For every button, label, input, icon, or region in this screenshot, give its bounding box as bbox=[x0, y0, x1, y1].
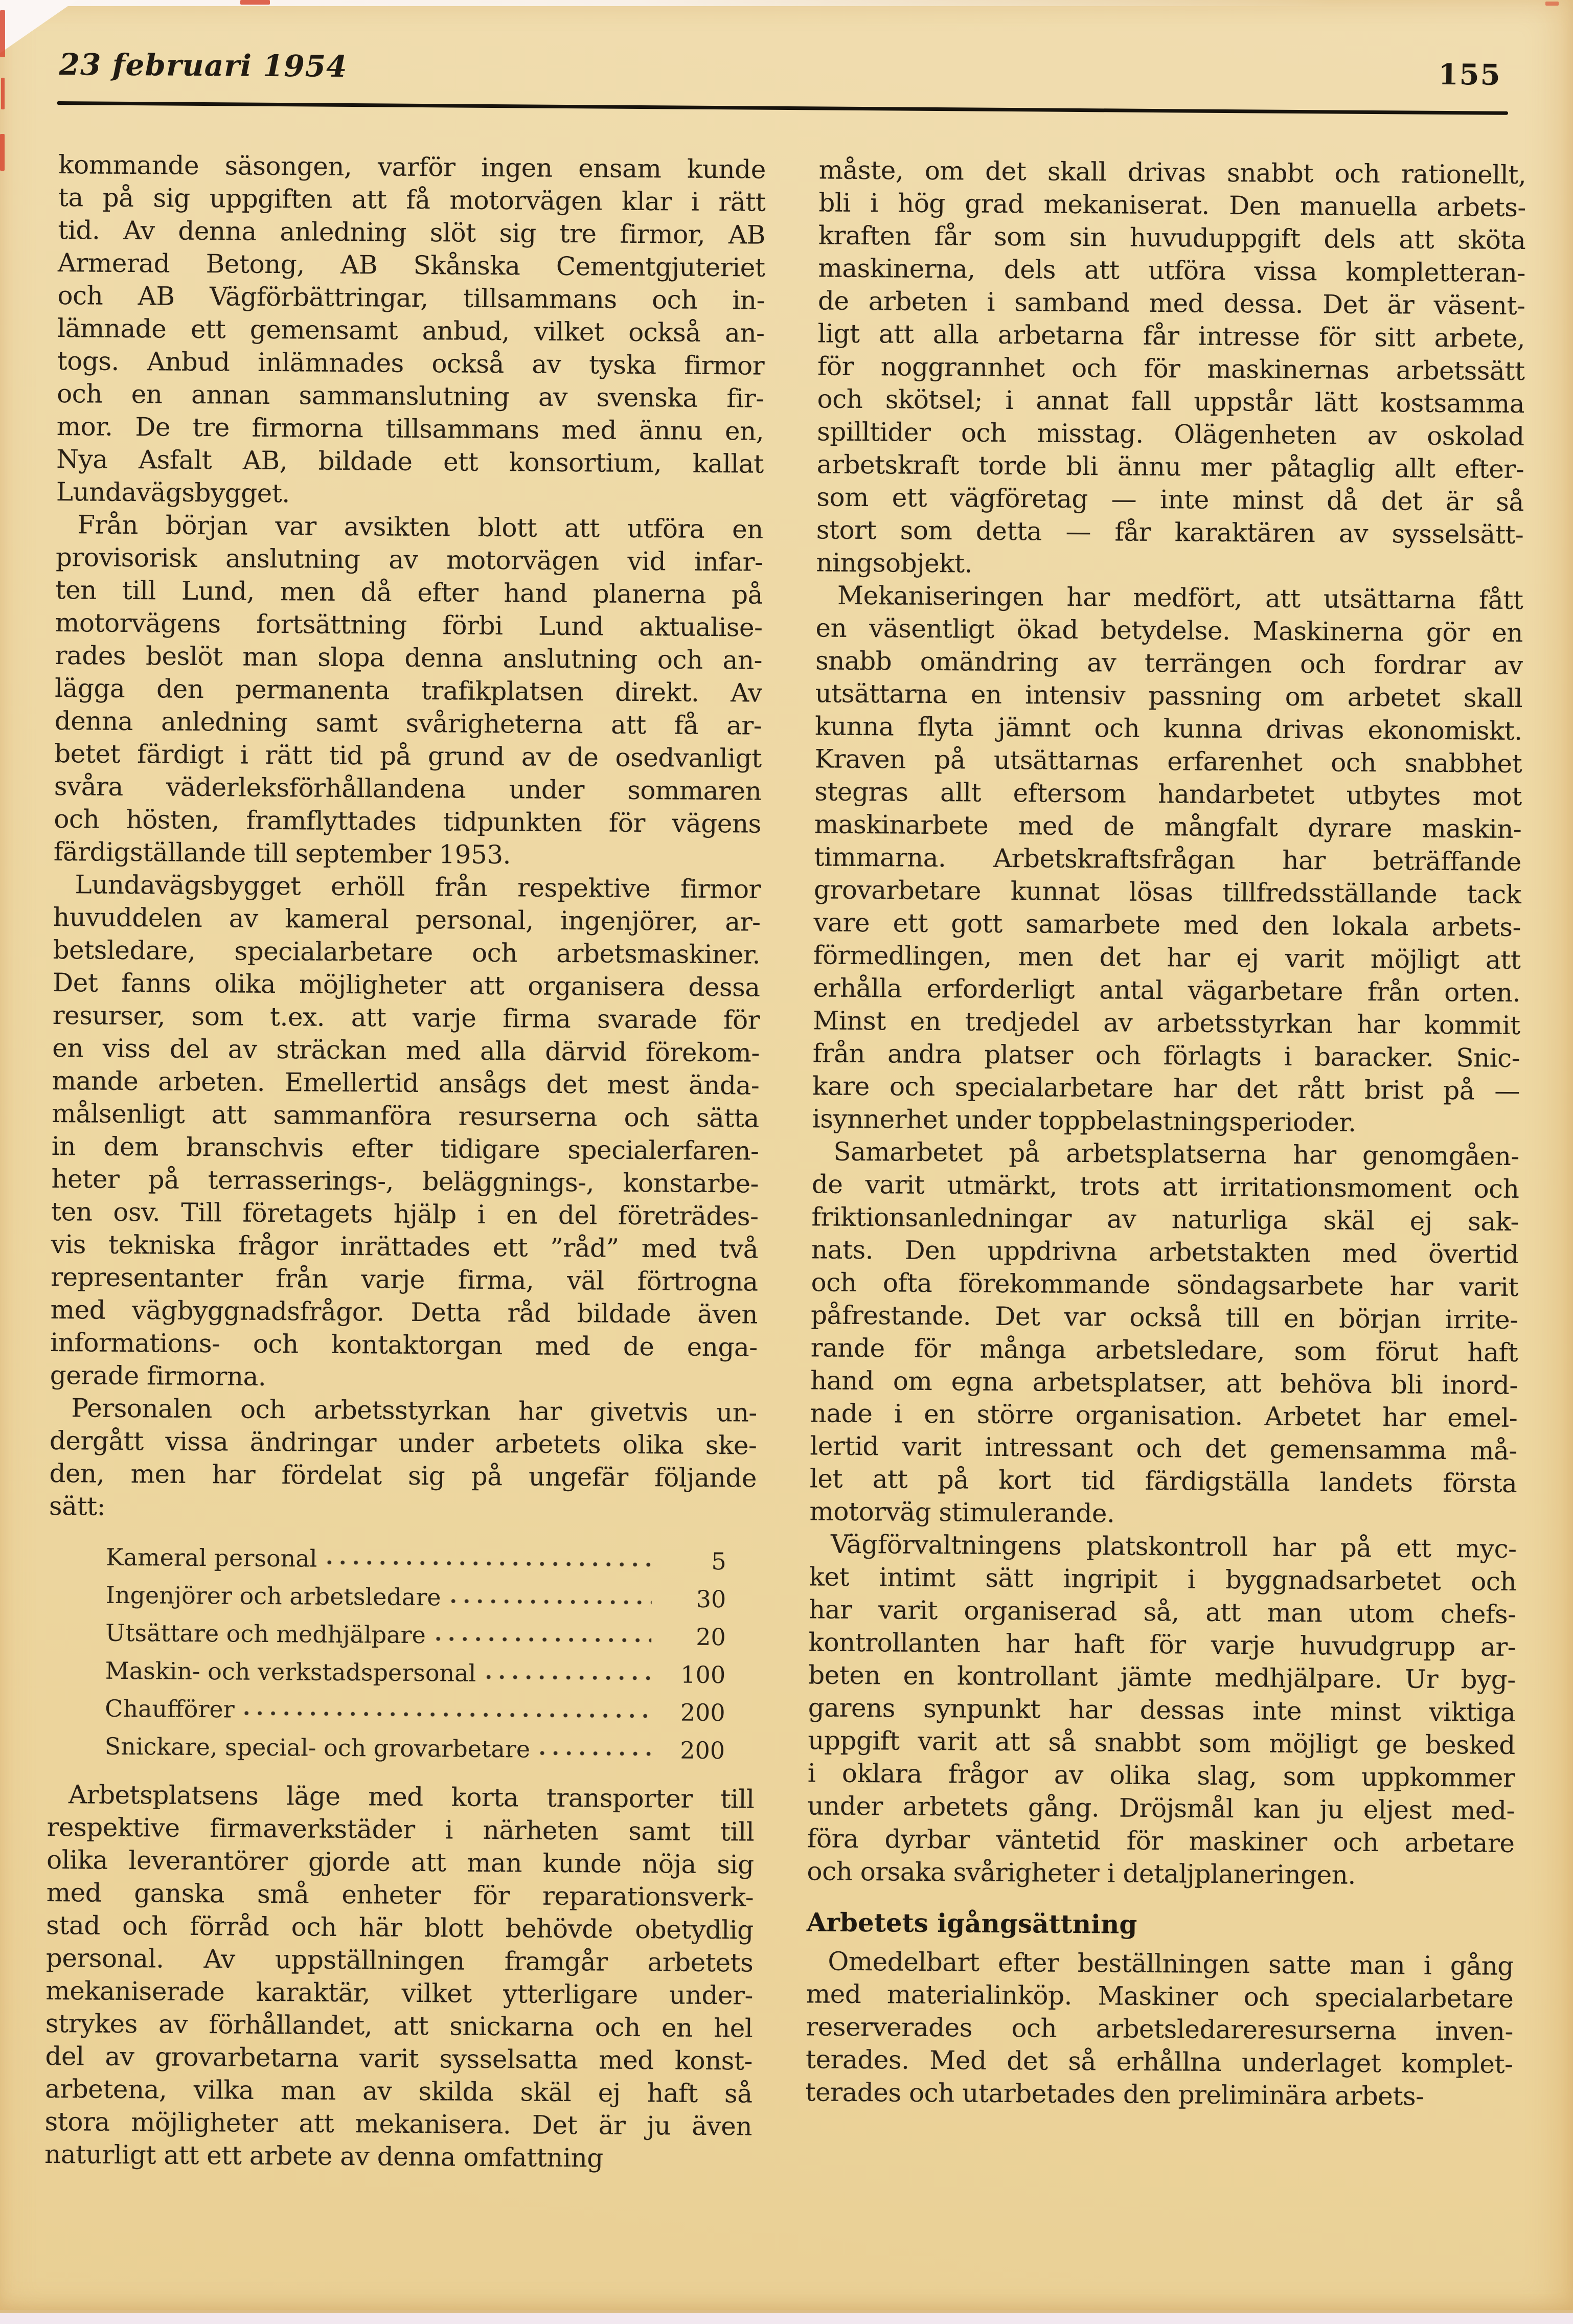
text-line: lertid varit intressant och det gemensamma må- bbox=[810, 1431, 1518, 1466]
running-head-date: 23 februari 1954 bbox=[59, 47, 348, 84]
paragraph bbox=[816, 153, 1526, 584]
personnel-table bbox=[104, 1538, 726, 1769]
text-line: den, men har fördelat sig på ungefär följande bbox=[49, 1458, 757, 1493]
text-line: för noggrannhet och för maskinernas arbetssätt bbox=[817, 351, 1525, 386]
row-label: Snickare, special- och grovarbetare bbox=[104, 1732, 531, 1763]
table-row bbox=[106, 1576, 726, 1618]
text-line: och en annan sammanslutning av svenska fir- bbox=[56, 379, 764, 414]
text-line: betet färdigt i rätt tid på grund av de osedvanligt bbox=[54, 739, 762, 773]
scan-artifact-red-mark bbox=[1545, 2, 1559, 6]
text-line: Omedelbart efter beställningen satte man i gång bbox=[828, 1946, 1514, 1981]
text-line: stegras allt eftersom handarbetet utbytes mot bbox=[814, 777, 1522, 812]
text-line: färdigställande till september 1953. bbox=[53, 837, 511, 870]
paragraph bbox=[807, 1528, 1516, 1893]
text-line: betsledare, specialarbetare och arbetsmaskiner. bbox=[53, 935, 761, 970]
table-row bbox=[105, 1614, 726, 1656]
row-label: Chaufförer bbox=[105, 1694, 235, 1723]
row-value: 20 bbox=[696, 1623, 726, 1651]
paragraph bbox=[49, 1392, 757, 1528]
text-line: heter på terrasserings-, beläggnings-, konstarbe- bbox=[51, 1164, 759, 1199]
text-line: erhålla erforderligt antal vägarbetare från orten. bbox=[813, 973, 1521, 1008]
text-line: stora möjligheter att mekanisera. Det är ju även bbox=[44, 2106, 753, 2141]
text-line: rande för många arbetsledare, som förut haft bbox=[810, 1333, 1518, 1368]
text-line: under arbetets gång. Dröjsmål kan ju eljest med- bbox=[807, 1791, 1515, 1826]
text-line: respektive firmaverkstäder i närheten samt till bbox=[47, 1812, 755, 1847]
left-column bbox=[44, 148, 766, 2176]
scan-artifact-red-mark bbox=[1, 78, 5, 109]
text-line: in dem branschvis efter tidigare specialerfaren- bbox=[51, 1131, 759, 1166]
text-line: stort som detta — får karaktären av sysselsätt- bbox=[816, 515, 1524, 550]
scan-artifact-red-mark bbox=[240, 0, 270, 5]
dot-leader bbox=[327, 1560, 651, 1566]
text-line: gerade firmorna. bbox=[50, 1360, 266, 1392]
text-line: spilltider och misstag. Olägenheten av oskolad bbox=[816, 417, 1524, 452]
row-label: Utsättare och medhjälpare bbox=[105, 1619, 426, 1649]
text-line: Lundavägsbygget. bbox=[56, 477, 290, 509]
text-line: maskinerna, dels att utföra vissa kompletteran- bbox=[818, 253, 1526, 288]
text-line: tid. Av denna anledning slöt sig tre firmor, AB bbox=[58, 215, 766, 250]
text-line: sätt: bbox=[49, 1491, 106, 1521]
text-line: målsenligt att sammanföra resurserna och sätta bbox=[52, 1098, 760, 1133]
row-value: 5 bbox=[711, 1547, 726, 1576]
dot-leader bbox=[540, 1750, 650, 1756]
text-line: olika leverantörer gjorde att man kunde nöja sig bbox=[46, 1844, 754, 1880]
text-line: Armerad Betong, AB Skånska Cementgjuteriet bbox=[57, 248, 765, 283]
right-column bbox=[805, 153, 1526, 2181]
text-line: ligt att alla arbetarna får intresse för sitt arbete, bbox=[817, 318, 1525, 354]
text-line: med materialinköp. Maskiner och specialarbetare bbox=[806, 1979, 1514, 2014]
text-line: och orsaka svårigheter i detaljplaneringen. bbox=[807, 1856, 1356, 1890]
text-line: Lundavägsbygget erhöll från respektive firmor bbox=[75, 870, 761, 904]
row-label: Kameral personal bbox=[106, 1543, 317, 1573]
text-line: dergått vissa ändringar under arbetets olika ske- bbox=[49, 1425, 757, 1461]
text-line: med vägbyggnadsfrågor. Detta råd bildade även bbox=[50, 1294, 758, 1330]
scan-edge-top bbox=[0, 0, 1573, 6]
text-line: ten till Lund, men då efter hand planerna på bbox=[55, 575, 763, 610]
text-line: maskinarbete med de mångfalt dyrare maskin- bbox=[814, 809, 1522, 845]
text-line: nade i en större organisation. Arbetet har emel- bbox=[810, 1398, 1518, 1433]
paragraph bbox=[44, 1778, 755, 2176]
text-line: rades beslöt man slopa denna anslutning och an- bbox=[55, 641, 763, 675]
text-line: personal. Av uppställningen framgår arbetets bbox=[45, 1943, 754, 1978]
text-line: arbetskraft torde bli ännu mer påtaglig allt efter- bbox=[816, 449, 1524, 485]
row-value: 200 bbox=[680, 1698, 725, 1727]
text-line: och ofta förekommande söndagsarbete har varit bbox=[811, 1267, 1519, 1303]
text-line: timmarna. Arbetskraftsfrågan har beträffande bbox=[814, 842, 1522, 877]
row-label: Maskin- och verkstadspersonal bbox=[105, 1656, 476, 1687]
text-line: bli i hög grad mekaniserat. Den manuella arbets- bbox=[818, 188, 1526, 223]
text-line: ten osv. Till företagets hjälp i en del företrädes- bbox=[51, 1196, 759, 1232]
text-line: mekaniserade karaktär, vilket ytterligare under- bbox=[45, 1975, 754, 2011]
text-line: en viss del av sträckan med alla därvid förekom- bbox=[52, 1033, 760, 1068]
text-line: påfrestande. Det var också till en början irrite- bbox=[810, 1300, 1518, 1335]
text-line: föra dyrbar väntetid för maskiner och arbetare bbox=[807, 1824, 1515, 1858]
dot-leader bbox=[436, 1636, 651, 1643]
text-line: de varit utmärkt, trots att irritationsmoment och bbox=[811, 1169, 1519, 1204]
text-line: friktionsanledningar av naturliga skäl ej sak- bbox=[811, 1202, 1519, 1237]
text-line: i oklara frågor av olika slag, som uppkommer bbox=[807, 1758, 1515, 1793]
dot-leader bbox=[451, 1599, 651, 1605]
text-line: utsättarna en intensiv passning om arbetet skall bbox=[815, 678, 1523, 714]
text-line: kontrollanten har haft för varje huvudgrupp ar- bbox=[808, 1627, 1516, 1662]
text-line: motorvägens fortsättning förbi Lund aktualise- bbox=[55, 608, 763, 643]
page-number: 155 bbox=[1438, 57, 1501, 92]
text-line: har varit organiserad så, att man utom chefs- bbox=[808, 1594, 1516, 1630]
text-line: förmedlingen, men det har ej varit möjligt att bbox=[813, 940, 1521, 975]
text-line: garens synpunkt har dessas inte minst viktiga bbox=[808, 1693, 1516, 1728]
text-line: ket intimt sätt ingripit i byggnadsarbetet och bbox=[809, 1562, 1517, 1597]
text-line: lägga den permanenta trafikplatsen direkt. Av bbox=[54, 673, 762, 708]
paragraph bbox=[812, 579, 1523, 1140]
text-line: och skötsel; i annat fall uppstår lätt kostsamma bbox=[817, 384, 1525, 419]
scan-artifact-red-mark bbox=[0, 134, 5, 171]
table-row bbox=[105, 1690, 725, 1731]
text-line: resurser, som t.ex. att varje firma svarade för bbox=[52, 1000, 760, 1035]
text-line: togs. Anbud inlämnades också av tyska firmor bbox=[57, 346, 765, 381]
text-line: de arbeten i samband med dessa. Det är väsent- bbox=[817, 286, 1525, 321]
row-value: 100 bbox=[680, 1660, 726, 1689]
text-line: ta på sig uppgiften att få motorvägen klar i rätt bbox=[58, 183, 766, 217]
text-line: huvuddelen av kameral personal, ingenjörer, ar- bbox=[53, 902, 761, 937]
row-label: Ingenjörer och arbetsledare bbox=[105, 1581, 441, 1611]
row-value: 30 bbox=[696, 1585, 726, 1613]
dot-leader bbox=[245, 1711, 651, 1718]
text-line: hand om egna arbetsplatser, att behöva bli inord- bbox=[810, 1365, 1518, 1401]
text-line: Nya Asfalt AB, bildade ett konsortium, kallat bbox=[56, 444, 764, 479]
text-line: kare och specialarbetare har det rått brist på — bbox=[812, 1071, 1520, 1106]
text-line: terades och utarbetades den preliminära arbets- bbox=[805, 2077, 1424, 2111]
text-line: kommande säsongen, varför ingen ensam kunde bbox=[58, 150, 766, 185]
text-line: och AB Vägförbättringar, tillsammans och in- bbox=[57, 281, 765, 315]
text-line: Arbetsplatsens läge med korta transporter till bbox=[68, 1780, 755, 1814]
text-line: kunna flyta jämnt och kunna drivas ekonomiskt. bbox=[814, 711, 1522, 746]
paragraph bbox=[54, 508, 763, 873]
text-line: kraften får som sin huvuduppgift dels att sköta bbox=[818, 220, 1526, 256]
text-line: uppgift varit att så snabbt som möjligt ge besked bbox=[808, 1725, 1515, 1761]
paragraph bbox=[805, 1945, 1514, 2113]
text-line: Mekaniseringen har medfört, att utsättarna fått bbox=[837, 580, 1523, 616]
scan-edge-bottom bbox=[0, 2310, 1573, 2324]
text-line: och hösten, framflyttades tidpunkten för vägens bbox=[54, 804, 762, 839]
text-line: ningsobjekt. bbox=[816, 548, 973, 579]
text-line: svåra väderleksförhållandena under sommaren bbox=[54, 771, 762, 806]
text-line: reserverades och arbetsledareresurserna inven- bbox=[806, 2012, 1514, 2046]
text-line: motorväg stimulerande. bbox=[809, 1496, 1115, 1529]
text-line: lämnade ett gemensamt anbud, vilket också an- bbox=[57, 313, 765, 348]
table-row bbox=[105, 1652, 725, 1694]
text-line: vis tekniska frågor inrättades ett ”råd” med två bbox=[51, 1229, 759, 1264]
text-line: let att på kort tid färdigställa landets första bbox=[809, 1464, 1517, 1499]
table-row bbox=[104, 1727, 725, 1769]
text-line: representanter från varje firma, väl förtrogna bbox=[50, 1262, 758, 1297]
dot-leader bbox=[486, 1674, 651, 1680]
paragraph bbox=[809, 1135, 1519, 1533]
text-line: Minst en tredjedel av arbetsstyrkan har kommit bbox=[812, 1006, 1520, 1041]
text-line: måste, om det skall drivas snabbt och rationellt, bbox=[818, 155, 1526, 190]
row-value: 200 bbox=[680, 1736, 725, 1765]
scan-artifact-red-mark bbox=[0, 10, 5, 57]
text-line: en väsentligt ökad betydelse. Maskinerna gör en bbox=[815, 613, 1523, 648]
text-line: denna anledning samt svårigheterna att få ar- bbox=[54, 706, 762, 741]
text-line: grovarbetare kunnat lösas tillfredsställande tack bbox=[813, 875, 1521, 910]
paragraph bbox=[50, 868, 761, 1397]
text-line: mande arbeten. Emellertid ansågs det mest ända- bbox=[52, 1065, 760, 1101]
text-line: Vägförvaltningens platskontroll har på ett myc- bbox=[830, 1529, 1517, 1564]
text-line: stad och förråd och här blott behövde obetydlig bbox=[46, 1910, 754, 1945]
section-heading: Arbetets igångsättning bbox=[806, 1907, 1137, 1940]
text-line: mor. De tre firmorna tillsammans med ännu en, bbox=[56, 412, 764, 446]
text-line: strykes av förhållandet, att snickarna och en hel bbox=[45, 2008, 753, 2043]
text-line: Det fanns olika möjligheter att organisera dessa bbox=[52, 967, 760, 1002]
text-line: nats. Den uppdrivna arbetstakten med övertid bbox=[811, 1235, 1519, 1270]
text-line: Samarbetet på arbetsplatserna har genomgåen- bbox=[833, 1136, 1520, 1172]
text-line: som ett vägföretag — inte minst då det är så bbox=[816, 482, 1524, 517]
text-line: provisorisk anslutning av motorvägen vid infar- bbox=[55, 542, 763, 577]
text-line: beten en kontrollant jämte medhjälpare. Ur byg- bbox=[808, 1660, 1516, 1695]
text-line: med ganska små enheter för reparationsverk- bbox=[46, 1877, 754, 1912]
text-line: Kraven på utsättarnas erfarenhet och snabbhet bbox=[814, 744, 1522, 779]
text-line: terades. Med det så erhållna underlaget komplet- bbox=[805, 2044, 1513, 2079]
text-line: isynnerhet under toppbelastningsperioder. bbox=[812, 1104, 1356, 1137]
text-line: Personalen och arbetsstyrkan har givetvis un- bbox=[71, 1393, 758, 1428]
text-line: naturligt att ett arbete av denna omfattning bbox=[44, 2139, 604, 2173]
table-row bbox=[106, 1538, 726, 1580]
text-line: vare ett gott samarbete med den lokala arbets- bbox=[813, 907, 1521, 943]
text-line: arbetena, vilka man av skilda skäl ej haft så bbox=[44, 2074, 753, 2109]
text-line: del av grovarbetarna varit sysselsatta med konst- bbox=[45, 2041, 753, 2076]
text-columns bbox=[44, 148, 1526, 2181]
text-line: Från början var avsikten blott att utföra en bbox=[77, 510, 764, 544]
text-line: från andra platser och förlagts i baracker. Snic- bbox=[812, 1038, 1520, 1074]
paragraph bbox=[56, 148, 766, 513]
text-line: informations- och kontaktorgan med de enga- bbox=[50, 1327, 758, 1362]
text-line: snabb omändring av terrängen och fordrar av bbox=[815, 646, 1523, 681]
